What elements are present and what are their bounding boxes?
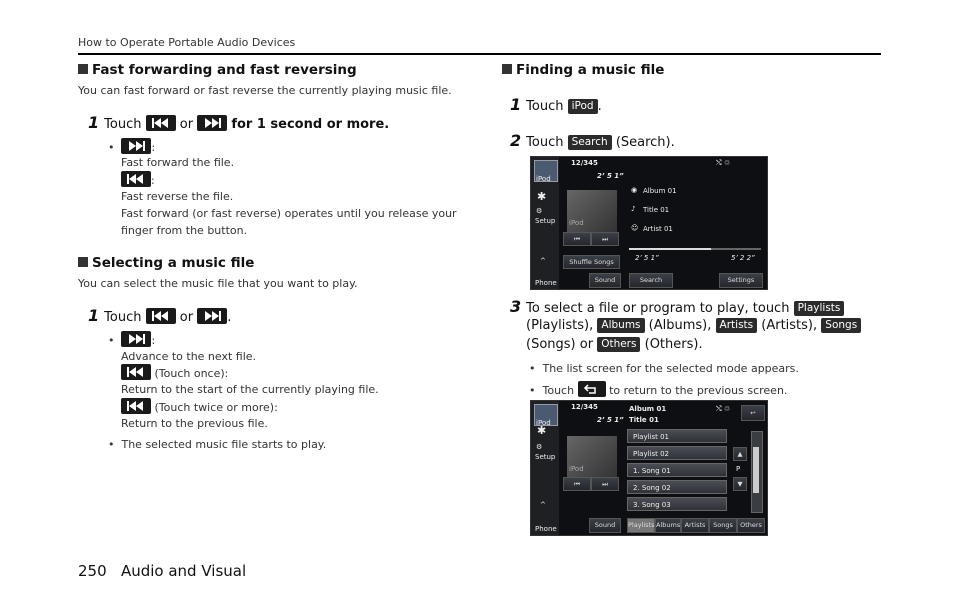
- fast-forward-button-icon: [121, 331, 151, 347]
- prev-track-button[interactable]: ⏮: [563, 232, 591, 246]
- step-1: 1 Touch or .: [88, 306, 232, 325]
- header-rule: [78, 53, 881, 55]
- section-title-find: Finding a music file: [502, 62, 664, 78]
- list-item[interactable]: Playlist 02: [627, 446, 727, 460]
- artist-icon: ☺: [631, 224, 639, 232]
- note-bullet: • The selected music file starts to play.: [108, 438, 327, 451]
- side-ipod-label: iPod: [536, 419, 551, 427]
- bullet-prev-twice: (Touch twice or more):: [121, 398, 278, 416]
- gear-icon: ⚙: [536, 443, 543, 451]
- up-arrow-icon: ^: [540, 257, 546, 265]
- list-item[interactable]: 1. Song 01: [627, 463, 727, 477]
- time-display: 2’ 5 1”: [597, 416, 624, 424]
- step-1: 1 Touch or for 1 second or more.: [88, 113, 390, 132]
- search-button[interactable]: Search: [629, 273, 673, 288]
- side-setup-label: Setup: [535, 453, 556, 461]
- next-track-button[interactable]: ⏭: [591, 232, 619, 246]
- fast-forward-button-icon: [197, 308, 227, 324]
- page-up-button[interactable]: ▲: [733, 447, 747, 461]
- list-item[interactable]: Playlist 01: [627, 429, 727, 443]
- prev-track-button[interactable]: ⏮: [563, 477, 591, 491]
- page-label: P: [736, 465, 741, 473]
- others-tag: Others: [597, 337, 640, 352]
- sound-button[interactable]: Sound: [589, 273, 621, 288]
- tab-others[interactable]: Others: [737, 518, 765, 533]
- search-tag: Search: [568, 135, 612, 150]
- artists-tag: Artists: [716, 318, 758, 333]
- song-title: Title 01: [629, 416, 659, 424]
- rewind-button-icon: [121, 171, 151, 187]
- up-arrow-icon: ^: [540, 501, 546, 509]
- note-bullet: • Touch to return to the previous screen.: [529, 381, 787, 399]
- sound-button[interactable]: Sound: [589, 518, 621, 533]
- bullet-rw: :: [121, 171, 155, 189]
- side-setup-label: Setup: [535, 217, 556, 225]
- shuffle-icon: ⤭ ♲: [716, 159, 731, 167]
- note-text: finger from the button.: [121, 224, 248, 237]
- note-icon: ♪: [631, 205, 636, 213]
- tab-songs[interactable]: Songs: [709, 518, 737, 533]
- bluetooth-icon: ✱: [537, 424, 547, 437]
- album-name: Album 01: [629, 405, 667, 413]
- section-desc: You can select the music file that you want to play.: [78, 277, 358, 290]
- elapsed-time: 2’ 5 1”: [635, 254, 659, 262]
- page-number: 250: [78, 562, 107, 580]
- bullet-ff: • :: [108, 138, 155, 156]
- track-number: 12/345: [571, 403, 598, 411]
- section-title-fast-forward: Fast forwarding and fast reversing: [78, 62, 357, 78]
- bullet-next: • :: [108, 331, 155, 349]
- find-step-1: 1 Touch iPod .: [510, 95, 602, 114]
- tab-artists[interactable]: Artists: [681, 518, 709, 533]
- note-bullet: • The list screen for the selected mode appears.: [529, 362, 799, 375]
- find-step-3-line2: (Playlists), Albums (Albums), Artists (Artists), Songs: [526, 318, 861, 333]
- rewind-button-icon: [146, 308, 176, 324]
- side-phone-label: Phone: [535, 525, 557, 533]
- album-name: Album 01: [643, 187, 677, 195]
- find-step-3: 3 To select a file or program to play, touch Playlists: [510, 297, 844, 316]
- square-bullet-icon: [502, 64, 512, 74]
- square-bullet-icon: [78, 257, 88, 267]
- bullet-prev-once: (Touch once):: [121, 364, 228, 382]
- total-time: 5’ 2 2”: [731, 254, 755, 262]
- rewind-button-icon: [121, 364, 151, 380]
- side-phone-label: Phone: [535, 279, 557, 287]
- song-title: Title 01: [643, 206, 670, 214]
- art-label: iPod: [569, 465, 584, 473]
- find-step-2: 2 Touch Search (Search).: [510, 131, 675, 150]
- shuffle-icon: ⤭ ♲: [716, 405, 731, 413]
- bluetooth-icon: ✱: [537, 190, 547, 203]
- track-number: 12/345: [571, 159, 598, 167]
- screenshot-player: [530, 156, 768, 290]
- art-label: iPod: [569, 219, 584, 227]
- fast-forward-button-icon: [197, 115, 227, 131]
- shuffle-songs-button[interactable]: Shuffle Songs: [563, 255, 620, 269]
- bullet-text: Fast reverse the file.: [121, 190, 234, 203]
- return-button[interactable]: ↩: [741, 405, 765, 421]
- section-desc: You can fast forward or fast reverse the currently playing music file.: [78, 84, 452, 97]
- songs-tag: Songs: [821, 318, 861, 333]
- section-name: Audio and Visual: [120, 562, 247, 580]
- ipod-tag: iPod: [568, 99, 598, 114]
- bullet-text: Return to the start of the currently playing file.: [121, 383, 379, 396]
- settings-button[interactable]: Settings: [719, 273, 763, 288]
- tab-albums[interactable]: Albums: [655, 518, 681, 533]
- tab-playlists[interactable]: Playlists: [627, 518, 655, 533]
- rewind-button-icon: [146, 115, 176, 131]
- album-icon: ◉: [631, 186, 638, 194]
- return-button-icon: [578, 381, 606, 397]
- list-item[interactable]: 2. Song 02: [627, 480, 727, 494]
- screenshot-list: [530, 400, 768, 536]
- note-text: Fast forward (or fast reverse) operates until you release your: [121, 207, 457, 220]
- scrollbar-thumb[interactable]: [753, 447, 759, 493]
- bullet-text: Advance to the next file.: [121, 350, 257, 363]
- page-down-button[interactable]: ▼: [733, 477, 747, 491]
- list-item[interactable]: 3. Song 03: [627, 497, 727, 511]
- find-step-3-line3: (Songs) or Others (Others).: [526, 337, 703, 352]
- square-bullet-icon: [78, 64, 88, 74]
- page-footer: [78, 562, 246, 580]
- gear-icon: ⚙: [536, 207, 543, 215]
- bullet-text: Return to the previous file.: [121, 417, 268, 430]
- fast-forward-button-icon: [121, 138, 151, 154]
- section-title-select: Selecting a music file: [78, 255, 254, 271]
- bullet-text: Fast forward the file.: [121, 156, 235, 169]
- albums-tag: Albums: [597, 318, 644, 333]
- artist-name: Artist 01: [643, 225, 673, 233]
- progress-fill: [629, 248, 711, 250]
- rewind-button-icon: [121, 398, 151, 414]
- page-header: How to Operate Portable Audio Devices: [78, 36, 296, 49]
- playlists-tag: Playlists: [794, 301, 845, 316]
- next-track-button[interactable]: ⏭: [591, 477, 619, 491]
- side-ipod-label: iPod: [536, 175, 551, 183]
- time-display: 2’ 5 1”: [597, 172, 624, 180]
